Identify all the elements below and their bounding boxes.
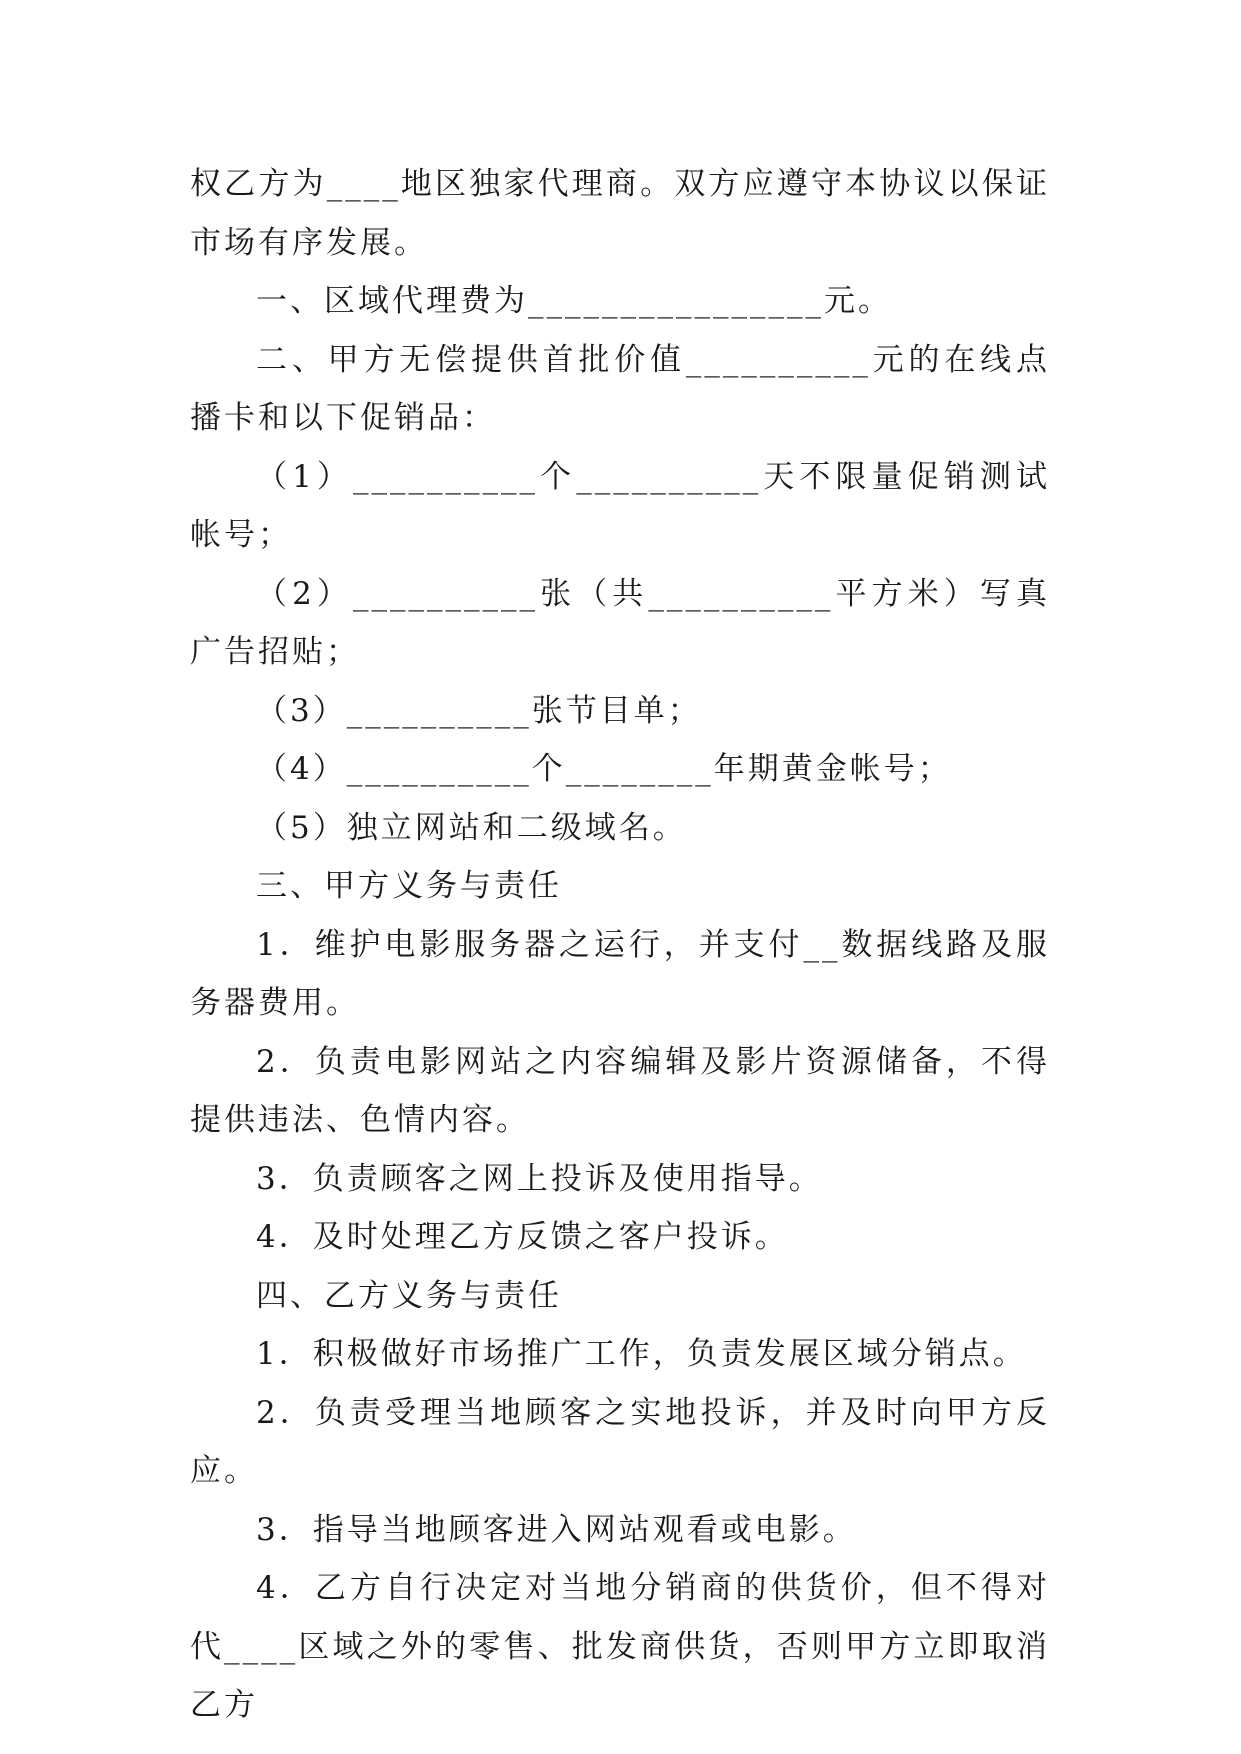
party-a-clause-2: 2．负责电影网站之内容编辑及影片资源储备，不得提供违法、色情内容。 <box>190 1043 1050 1138</box>
list-item-website-domain: （5）独立网站和二级域名。 <box>256 809 687 846</box>
section-heading-party-a: 三、甲方义务与责任 <box>256 868 562 904</box>
party-a-clause-1: 1．维护电影服务器之运行，并支付__数据线路及服务器费用。 <box>190 926 1050 1021</box>
list-item-test-accounts: （1）__________个__________天不限量促销测试帐号； <box>190 458 1050 553</box>
list-item-program-list: （3）__________张节目单； <box>256 692 702 729</box>
section-heading-party-b: 四、乙方义务与责任 <box>256 1277 562 1314</box>
list-item-gold-accounts: （4）__________个________年期黄金帐号； <box>256 751 952 787</box>
party-b-clause-2: 2．负责受理当地顾客之实地投诉，并及时向甲方反应。 <box>190 1394 1050 1489</box>
paragraph-agency-fee: 一、区域代理费为________________元。 <box>256 283 892 319</box>
party-a-clause-3: 3．负责顾客之网上投诉及使用指导。 <box>256 1160 823 1197</box>
party-a-clause-4: 4．及时处理乙方反馈之客户投诉。 <box>256 1219 789 1255</box>
party-b-clause-3: 3．指导当地顾客进入网站观看或电影。 <box>256 1511 857 1548</box>
paragraph-free-supply: 二、甲方无偿提供首批价值__________元的在线点播卡和以下促销品： <box>190 341 1050 436</box>
list-item-posters: （2）__________张（共__________平方米）写真广告招贴； <box>190 575 1050 670</box>
document-body <box>190 155 1050 1735</box>
party-b-clause-1: 1．积极做好市场推广工作，负责发展区域分销点。 <box>256 1336 1027 1372</box>
party-b-clause-4: 4．乙方自行决定对当地分销商的供货价，但不得对代____区域之外的零售、批发商供货，否则甲方立即取消乙方 <box>190 1570 1050 1723</box>
paragraph-opening: 权乙方为____地区独家代理商。双方应遵守本协议以保证市场有序发展。 <box>190 166 1050 261</box>
